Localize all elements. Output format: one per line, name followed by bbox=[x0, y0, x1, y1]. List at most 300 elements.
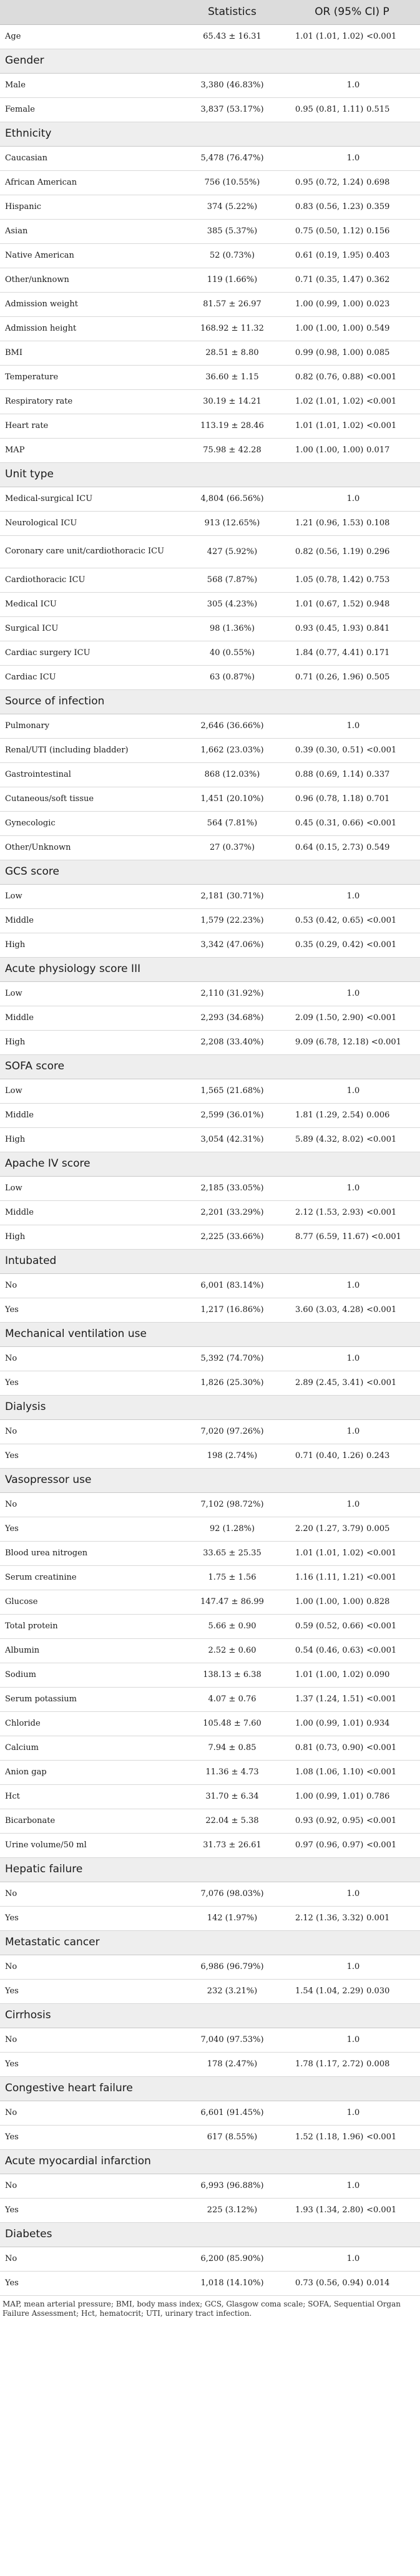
section-header-row bbox=[0, 49, 420, 73]
section-label: Diabetes bbox=[0, 2222, 420, 2247]
p-value: <0.001 bbox=[366, 1840, 397, 1850]
row-label: No bbox=[0, 1346, 180, 1371]
p-value: 0.023 bbox=[366, 299, 390, 309]
p-value: 0.014 bbox=[366, 2278, 390, 2288]
header-or-ci-p: OR (95% CI) P bbox=[284, 0, 420, 24]
row-odds-ratio bbox=[284, 2198, 420, 2222]
table-row bbox=[0, 1006, 420, 1030]
odds-ratio-ci: 1.78 (1.17, 2.72) bbox=[295, 2059, 364, 2069]
table-row bbox=[0, 341, 420, 365]
row-label: Total protein bbox=[0, 1614, 180, 1638]
row-statistic: 913 (12.65%) bbox=[180, 511, 284, 535]
section-label: Vasopressor use bbox=[0, 1468, 420, 1492]
header-row bbox=[0, 0, 420, 24]
section-header-row bbox=[0, 1054, 420, 1079]
row-statistic: 40 (0.55%) bbox=[180, 641, 284, 665]
section-label: Acute physiology score III bbox=[0, 957, 420, 981]
row-label: Chloride bbox=[0, 1711, 180, 1736]
table-row bbox=[0, 2198, 420, 2222]
row-statistic: 3,342 (47.06%) bbox=[180, 933, 284, 957]
table-row bbox=[0, 292, 420, 316]
row-label: Gastrointestinal bbox=[0, 762, 180, 787]
section-header-row bbox=[0, 1322, 420, 1346]
row-statistic: 147.47 ± 86.99 bbox=[180, 1590, 284, 1614]
table-row bbox=[0, 1127, 420, 1152]
row-odds-ratio bbox=[284, 24, 420, 49]
table-row bbox=[0, 616, 420, 641]
row-label: Respiratory rate bbox=[0, 389, 180, 414]
p-value: 0.701 bbox=[366, 794, 390, 804]
row-statistic: 1,217 (16.86%) bbox=[180, 1298, 284, 1322]
row-odds-ratio bbox=[284, 1784, 420, 1809]
row-statistic: 36.60 ± 1.15 bbox=[180, 365, 284, 389]
row-label: MAP bbox=[0, 438, 180, 462]
section-header-row bbox=[0, 860, 420, 884]
row-label: Surgical ICU bbox=[0, 616, 180, 641]
p-value: 0.337 bbox=[366, 770, 390, 779]
p-value: <0.001 bbox=[366, 1694, 397, 1704]
section-header-row bbox=[0, 2149, 420, 2174]
p-value: <0.001 bbox=[366, 2132, 397, 2142]
row-label: No bbox=[0, 1273, 180, 1298]
row-odds-ratio bbox=[284, 592, 420, 616]
row-label: Cardiac surgery ICU bbox=[0, 641, 180, 665]
row-label: Yes bbox=[0, 1298, 180, 1322]
p-value: <0.001 bbox=[366, 1816, 397, 1825]
row-odds-ratio bbox=[284, 195, 420, 219]
row-label: Low bbox=[0, 1079, 180, 1103]
row-statistic: 4,804 (66.56%) bbox=[180, 487, 284, 511]
p-value: <0.001 bbox=[366, 940, 397, 950]
table-row bbox=[0, 1298, 420, 1322]
row-label: No bbox=[0, 2247, 180, 2271]
table-row bbox=[0, 1346, 420, 1371]
odds-ratio-ci: 1.93 (1.34, 2.80) bbox=[295, 2205, 364, 2215]
section-header-row bbox=[0, 1249, 420, 1273]
row-odds-ratio: 1.0 bbox=[284, 487, 420, 511]
row-odds-ratio: 1.0 bbox=[284, 1419, 420, 1444]
p-value: <0.001 bbox=[366, 1305, 397, 1315]
row-odds-ratio bbox=[284, 933, 420, 957]
p-value: 0.030 bbox=[366, 1986, 390, 1996]
row-label: Low bbox=[0, 1176, 180, 1200]
table-row bbox=[0, 1225, 420, 1249]
p-value: 0.515 bbox=[366, 105, 390, 114]
table-row bbox=[0, 511, 420, 535]
p-value: 0.549 bbox=[366, 843, 390, 852]
p-value: 0.403 bbox=[366, 251, 390, 260]
row-statistic: 6,986 (96.79%) bbox=[180, 1955, 284, 1979]
table-row bbox=[0, 2052, 420, 2076]
row-statistic: 31.70 ± 6.34 bbox=[180, 1784, 284, 1809]
table-row bbox=[0, 1833, 420, 1857]
row-odds-ratio bbox=[284, 97, 420, 122]
row-odds-ratio: 1.0 bbox=[284, 1273, 420, 1298]
row-statistic: 113.19 ± 28.46 bbox=[180, 414, 284, 438]
odds-ratio-ci: 0.35 (0.29, 0.42) bbox=[295, 940, 364, 950]
row-odds-ratio bbox=[284, 1103, 420, 1127]
row-statistic: 178 (2.47%) bbox=[180, 2052, 284, 2076]
odds-ratio-ci: 1.52 (1.18, 1.96) bbox=[295, 2132, 364, 2142]
odds-ratio-ci: 0.71 (0.40, 1.26) bbox=[295, 1451, 364, 1461]
odds-ratio-ci: 0.88 (0.69, 1.14) bbox=[295, 770, 364, 779]
row-statistic: 232 (3.21%) bbox=[180, 1979, 284, 2003]
odds-ratio-ci: 0.75 (0.50, 1.12) bbox=[295, 226, 364, 236]
section-label: Hepatic failure bbox=[0, 1857, 420, 1882]
row-label: Pulmonary bbox=[0, 714, 180, 738]
odds-ratio-ci: 1.02 (1.01, 1.02) bbox=[295, 397, 364, 406]
row-label: Yes bbox=[0, 2125, 180, 2149]
row-odds-ratio bbox=[284, 170, 420, 195]
row-statistic: 2.52 ± 0.60 bbox=[180, 1638, 284, 1663]
table-row bbox=[0, 2125, 420, 2149]
row-odds-ratio bbox=[284, 1298, 420, 1322]
row-odds-ratio bbox=[284, 2125, 420, 2149]
row-statistic: 65.43 ± 16.31 bbox=[180, 24, 284, 49]
row-statistic: 52 (0.73%) bbox=[180, 243, 284, 268]
row-statistic: 1,662 (23.03%) bbox=[180, 738, 284, 762]
row-odds-ratio bbox=[284, 1371, 420, 1395]
odds-ratio-ci: 1.01 (1.01, 1.02) bbox=[295, 1548, 364, 1558]
table-row bbox=[0, 316, 420, 341]
p-value: <0.001 bbox=[366, 372, 397, 382]
row-odds-ratio bbox=[284, 568, 420, 592]
row-label: Heart rate bbox=[0, 414, 180, 438]
row-odds-ratio bbox=[284, 243, 420, 268]
odds-ratio-ci: 1.08 (1.06, 1.10) bbox=[295, 1767, 364, 1777]
row-statistic: 33.65 ± 25.35 bbox=[180, 1541, 284, 1565]
row-odds-ratio bbox=[284, 1663, 420, 1687]
row-odds-ratio bbox=[284, 835, 420, 860]
row-statistic: 564 (7.81%) bbox=[180, 811, 284, 835]
row-statistic: 3,837 (53.17%) bbox=[180, 97, 284, 122]
table-row bbox=[0, 1541, 420, 1565]
row-odds-ratio bbox=[284, 341, 420, 365]
row-odds-ratio bbox=[284, 1030, 420, 1054]
section-label: Acute myocardial infarction bbox=[0, 2149, 420, 2174]
section-header-row bbox=[0, 122, 420, 146]
row-statistic: 6,601 (91.45%) bbox=[180, 2101, 284, 2125]
table-row bbox=[0, 1614, 420, 1638]
table-row bbox=[0, 1590, 420, 1614]
table-row bbox=[0, 414, 420, 438]
table-row bbox=[0, 1809, 420, 1833]
odds-ratio-ci: 0.81 (0.73, 0.90) bbox=[295, 1743, 364, 1752]
table-row bbox=[0, 787, 420, 811]
odds-ratio-ci: 1.16 (1.11, 1.21) bbox=[295, 1573, 364, 1582]
table-row bbox=[0, 1079, 420, 1103]
table-row bbox=[0, 1882, 420, 1906]
table-row bbox=[0, 1176, 420, 1200]
section-label: GCS score bbox=[0, 860, 420, 884]
row-label: High bbox=[0, 1030, 180, 1054]
row-odds-ratio bbox=[284, 1565, 420, 1590]
row-statistic: 27 (0.37%) bbox=[180, 835, 284, 860]
table-row bbox=[0, 1663, 420, 1687]
odds-ratio-ci: 2.20 (1.27, 3.79) bbox=[295, 1524, 364, 1533]
row-label: Middle bbox=[0, 1200, 180, 1225]
row-statistic: 305 (4.23%) bbox=[180, 592, 284, 616]
row-statistic: 1.75 ± 1.56 bbox=[180, 1565, 284, 1590]
row-odds-ratio bbox=[284, 1444, 420, 1468]
row-statistic: 3,054 (42.31%) bbox=[180, 1127, 284, 1152]
row-statistic: 7,102 (98.72%) bbox=[180, 1492, 284, 1517]
odds-ratio-ci: 1.01 (0.67, 1.52) bbox=[295, 600, 364, 609]
odds-ratio-ci: 1.00 (0.99, 1.01) bbox=[295, 1719, 364, 1728]
row-odds-ratio bbox=[284, 292, 420, 316]
row-label: Urine volume/50 ml bbox=[0, 1833, 180, 1857]
row-label: High bbox=[0, 933, 180, 957]
row-label: No bbox=[0, 1419, 180, 1444]
p-value: <0.001 bbox=[371, 1232, 401, 1242]
row-odds-ratio: 1.0 bbox=[284, 1079, 420, 1103]
p-value: <0.001 bbox=[366, 1378, 397, 1388]
table-row bbox=[0, 908, 420, 933]
table-row bbox=[0, 389, 420, 414]
section-header-row bbox=[0, 1395, 420, 1419]
odds-ratio-ci: 0.71 (0.35, 1.47) bbox=[295, 275, 364, 284]
row-odds-ratio: 1.0 bbox=[284, 714, 420, 738]
table-row bbox=[0, 933, 420, 957]
row-statistic: 2,225 (33.66%) bbox=[180, 1225, 284, 1249]
row-statistic: 374 (5.22%) bbox=[180, 195, 284, 219]
p-value: <0.001 bbox=[366, 1208, 397, 1217]
section-label: Metastatic cancer bbox=[0, 1930, 420, 1955]
p-value: <0.001 bbox=[366, 1013, 397, 1023]
row-odds-ratio bbox=[284, 535, 420, 568]
row-statistic: 28.51 ± 8.80 bbox=[180, 341, 284, 365]
row-statistic: 5,392 (74.70%) bbox=[180, 1346, 284, 1371]
row-label: High bbox=[0, 1127, 180, 1152]
row-label: Bicarbonate bbox=[0, 1809, 180, 1833]
row-label: Yes bbox=[0, 1444, 180, 1468]
p-value: <0.001 bbox=[366, 1743, 397, 1752]
table-row bbox=[0, 1638, 420, 1663]
odds-ratio-ci: 0.64 (0.15, 2.73) bbox=[295, 843, 364, 852]
odds-ratio-ci: 0.53 (0.42, 0.65) bbox=[295, 916, 364, 925]
row-statistic: 31.73 ± 26.61 bbox=[180, 1833, 284, 1857]
row-odds-ratio bbox=[284, 1711, 420, 1736]
odds-ratio-ci: 0.59 (0.52, 0.66) bbox=[295, 1621, 364, 1631]
row-odds-ratio bbox=[284, 738, 420, 762]
table-row bbox=[0, 1273, 420, 1298]
section-label: Intubated bbox=[0, 1249, 420, 1273]
row-statistic: 142 (1.97%) bbox=[180, 1906, 284, 1930]
row-label: Age bbox=[0, 24, 180, 49]
row-label: No bbox=[0, 2101, 180, 2125]
row-statistic: 198 (2.74%) bbox=[180, 1444, 284, 1468]
row-odds-ratio bbox=[284, 414, 420, 438]
odds-ratio-ci: 1.00 (1.00, 1.00) bbox=[295, 445, 364, 455]
row-statistic: 7,020 (97.26%) bbox=[180, 1419, 284, 1444]
table-row bbox=[0, 1565, 420, 1590]
odds-ratio-ci: 1.00 (1.00, 1.00) bbox=[295, 324, 364, 333]
p-value: 0.005 bbox=[366, 1524, 390, 1533]
row-odds-ratio bbox=[284, 365, 420, 389]
table-row bbox=[0, 243, 420, 268]
p-value: <0.001 bbox=[366, 1548, 397, 1558]
p-value: 0.948 bbox=[366, 600, 390, 609]
p-value: 0.786 bbox=[366, 1792, 390, 1801]
odds-ratio-ci: 9.09 (6.78, 12.18) bbox=[295, 1038, 369, 1047]
section-label: Dialysis bbox=[0, 1395, 420, 1419]
row-label: Coronary care unit/cardiothoracic ICU bbox=[0, 535, 180, 568]
odds-ratio-ci: 1.84 (0.77, 4.41) bbox=[295, 648, 364, 658]
table-row bbox=[0, 1955, 420, 1979]
row-label: Female bbox=[0, 97, 180, 122]
table-row bbox=[0, 641, 420, 665]
row-statistic: 385 (5.37%) bbox=[180, 219, 284, 243]
p-value: 0.698 bbox=[366, 178, 390, 187]
row-odds-ratio bbox=[284, 1614, 420, 1638]
section-label: Source of infection bbox=[0, 689, 420, 714]
row-statistic: 81.57 ± 26.97 bbox=[180, 292, 284, 316]
table-row bbox=[0, 1517, 420, 1541]
row-label: Sodium bbox=[0, 1663, 180, 1687]
table-row bbox=[0, 97, 420, 122]
row-odds-ratio bbox=[284, 2052, 420, 2076]
row-statistic: 168.92 ± 11.32 bbox=[180, 316, 284, 341]
p-value: <0.001 bbox=[366, 1767, 397, 1777]
table-row bbox=[0, 1736, 420, 1760]
row-odds-ratio bbox=[284, 616, 420, 641]
table-row bbox=[0, 2247, 420, 2271]
p-value: <0.001 bbox=[366, 1646, 397, 1655]
header-variable bbox=[0, 0, 180, 24]
row-label: Cutaneous/soft tissue bbox=[0, 787, 180, 811]
row-label: African American bbox=[0, 170, 180, 195]
row-odds-ratio bbox=[284, 1200, 420, 1225]
odds-ratio-ci: 0.83 (0.56, 1.23) bbox=[295, 202, 364, 211]
row-odds-ratio: 1.0 bbox=[284, 1882, 420, 1906]
row-label: Male bbox=[0, 73, 180, 97]
row-statistic: 5.66 ± 0.90 bbox=[180, 1614, 284, 1638]
table-row bbox=[0, 1030, 420, 1054]
row-statistic: 30.19 ± 14.21 bbox=[180, 389, 284, 414]
p-value: 0.828 bbox=[366, 1597, 390, 1606]
row-odds-ratio: 1.0 bbox=[284, 1955, 420, 1979]
table-row bbox=[0, 884, 420, 908]
row-odds-ratio: 1.0 bbox=[284, 1346, 420, 1371]
row-statistic: 22.04 ± 5.38 bbox=[180, 1809, 284, 1833]
row-label: Middle bbox=[0, 908, 180, 933]
row-label: Cardiothoracic ICU bbox=[0, 568, 180, 592]
table-row bbox=[0, 535, 420, 568]
row-statistic: 6,200 (85.90%) bbox=[180, 2247, 284, 2271]
table-row bbox=[0, 1760, 420, 1784]
odds-ratio-ci: 1.00 (0.99, 1.01) bbox=[295, 1792, 364, 1801]
row-label: Medical ICU bbox=[0, 592, 180, 616]
row-odds-ratio bbox=[284, 641, 420, 665]
table-row bbox=[0, 592, 420, 616]
row-statistic: 7,076 (98.03%) bbox=[180, 1882, 284, 1906]
p-value: <0.001 bbox=[366, 746, 397, 755]
row-label: Admission weight bbox=[0, 292, 180, 316]
p-value: 0.505 bbox=[366, 673, 390, 682]
p-value: <0.001 bbox=[366, 1621, 397, 1631]
row-statistic: 5,478 (76.47%) bbox=[180, 146, 284, 170]
row-statistic: 427 (5.92%) bbox=[180, 535, 284, 568]
section-label: Cirrhosis bbox=[0, 2003, 420, 2028]
p-value: <0.001 bbox=[366, 397, 397, 406]
row-odds-ratio bbox=[284, 665, 420, 689]
table-row bbox=[0, 1687, 420, 1711]
row-odds-ratio bbox=[284, 268, 420, 292]
row-odds-ratio bbox=[284, 1809, 420, 1833]
row-label: BMI bbox=[0, 341, 180, 365]
row-statistic: 1,565 (21.68%) bbox=[180, 1079, 284, 1103]
row-odds-ratio: 1.0 bbox=[284, 2247, 420, 2271]
odds-ratio-ci: 0.61 (0.19, 1.95) bbox=[295, 251, 364, 260]
row-statistic: 617 (8.55%) bbox=[180, 2125, 284, 2149]
row-odds-ratio bbox=[284, 1906, 420, 1930]
p-value: <0.001 bbox=[366, 421, 397, 430]
odds-ratio-ci: 0.71 (0.26, 1.96) bbox=[295, 673, 364, 682]
row-odds-ratio bbox=[284, 1127, 420, 1152]
row-statistic: 568 (7.87%) bbox=[180, 568, 284, 592]
table-row bbox=[0, 487, 420, 511]
row-odds-ratio: 1.0 bbox=[284, 146, 420, 170]
row-odds-ratio bbox=[284, 1760, 420, 1784]
section-header-row bbox=[0, 2222, 420, 2247]
p-value: 0.006 bbox=[366, 1111, 390, 1120]
odds-ratio-ci: 0.96 (0.78, 1.18) bbox=[295, 794, 364, 804]
table-row bbox=[0, 762, 420, 787]
p-value: 0.296 bbox=[366, 547, 390, 557]
table-row bbox=[0, 1419, 420, 1444]
table-row bbox=[0, 1784, 420, 1809]
p-value: 0.085 bbox=[366, 348, 390, 357]
row-label: No bbox=[0, 1955, 180, 1979]
row-label: Yes bbox=[0, 1906, 180, 1930]
row-statistic: 6,001 (83.14%) bbox=[180, 1273, 284, 1298]
section-header-row bbox=[0, 1930, 420, 1955]
row-label: Middle bbox=[0, 1006, 180, 1030]
row-odds-ratio bbox=[284, 1541, 420, 1565]
table-row bbox=[0, 1492, 420, 1517]
row-statistic: 7.94 ± 0.85 bbox=[180, 1736, 284, 1760]
p-value: <0.001 bbox=[366, 916, 397, 925]
section-label: Gender bbox=[0, 49, 420, 73]
table-row bbox=[0, 1103, 420, 1127]
p-value: 0.108 bbox=[366, 518, 390, 528]
section-header-row bbox=[0, 689, 420, 714]
row-statistic: 6,993 (96.88%) bbox=[180, 2174, 284, 2198]
odds-ratio-ci: 1.00 (1.00, 1.00) bbox=[295, 1597, 364, 1606]
row-statistic: 225 (3.12%) bbox=[180, 2198, 284, 2222]
row-odds-ratio bbox=[284, 1736, 420, 1760]
row-odds-ratio: 1.0 bbox=[284, 2101, 420, 2125]
p-value: 0.001 bbox=[366, 1913, 390, 1923]
odds-ratio-ci: 0.54 (0.46, 0.63) bbox=[295, 1646, 364, 1655]
section-label: Unit type bbox=[0, 462, 420, 487]
row-odds-ratio: 1.0 bbox=[284, 1492, 420, 1517]
table-footnote: MAP, mean arterial pressure; BMI, body mass index; GCS, Glasgow coma scale; SOFA, Sequential Organ Failure Assessment; Hct, hematocrit; UTI, urinary tract infection. bbox=[2, 2299, 401, 2318]
section-header-row bbox=[0, 1468, 420, 1492]
row-label: Low bbox=[0, 981, 180, 1006]
odds-ratio-ci: 0.39 (0.30, 0.51) bbox=[295, 746, 364, 755]
section-label: SOFA score bbox=[0, 1054, 420, 1079]
row-statistic: 1,579 (22.23%) bbox=[180, 908, 284, 933]
table-row bbox=[0, 365, 420, 389]
row-statistic: 2,208 (33.40%) bbox=[180, 1030, 284, 1054]
row-statistic: 11.36 ± 4.73 bbox=[180, 1760, 284, 1784]
row-label: Hispanic bbox=[0, 195, 180, 219]
p-value: <0.001 bbox=[366, 1135, 397, 1144]
p-value: 0.841 bbox=[366, 624, 390, 633]
odds-ratio-ci: 3.60 (3.03, 4.28) bbox=[295, 1305, 364, 1315]
row-statistic: 1,018 (14.10%) bbox=[180, 2271, 284, 2295]
